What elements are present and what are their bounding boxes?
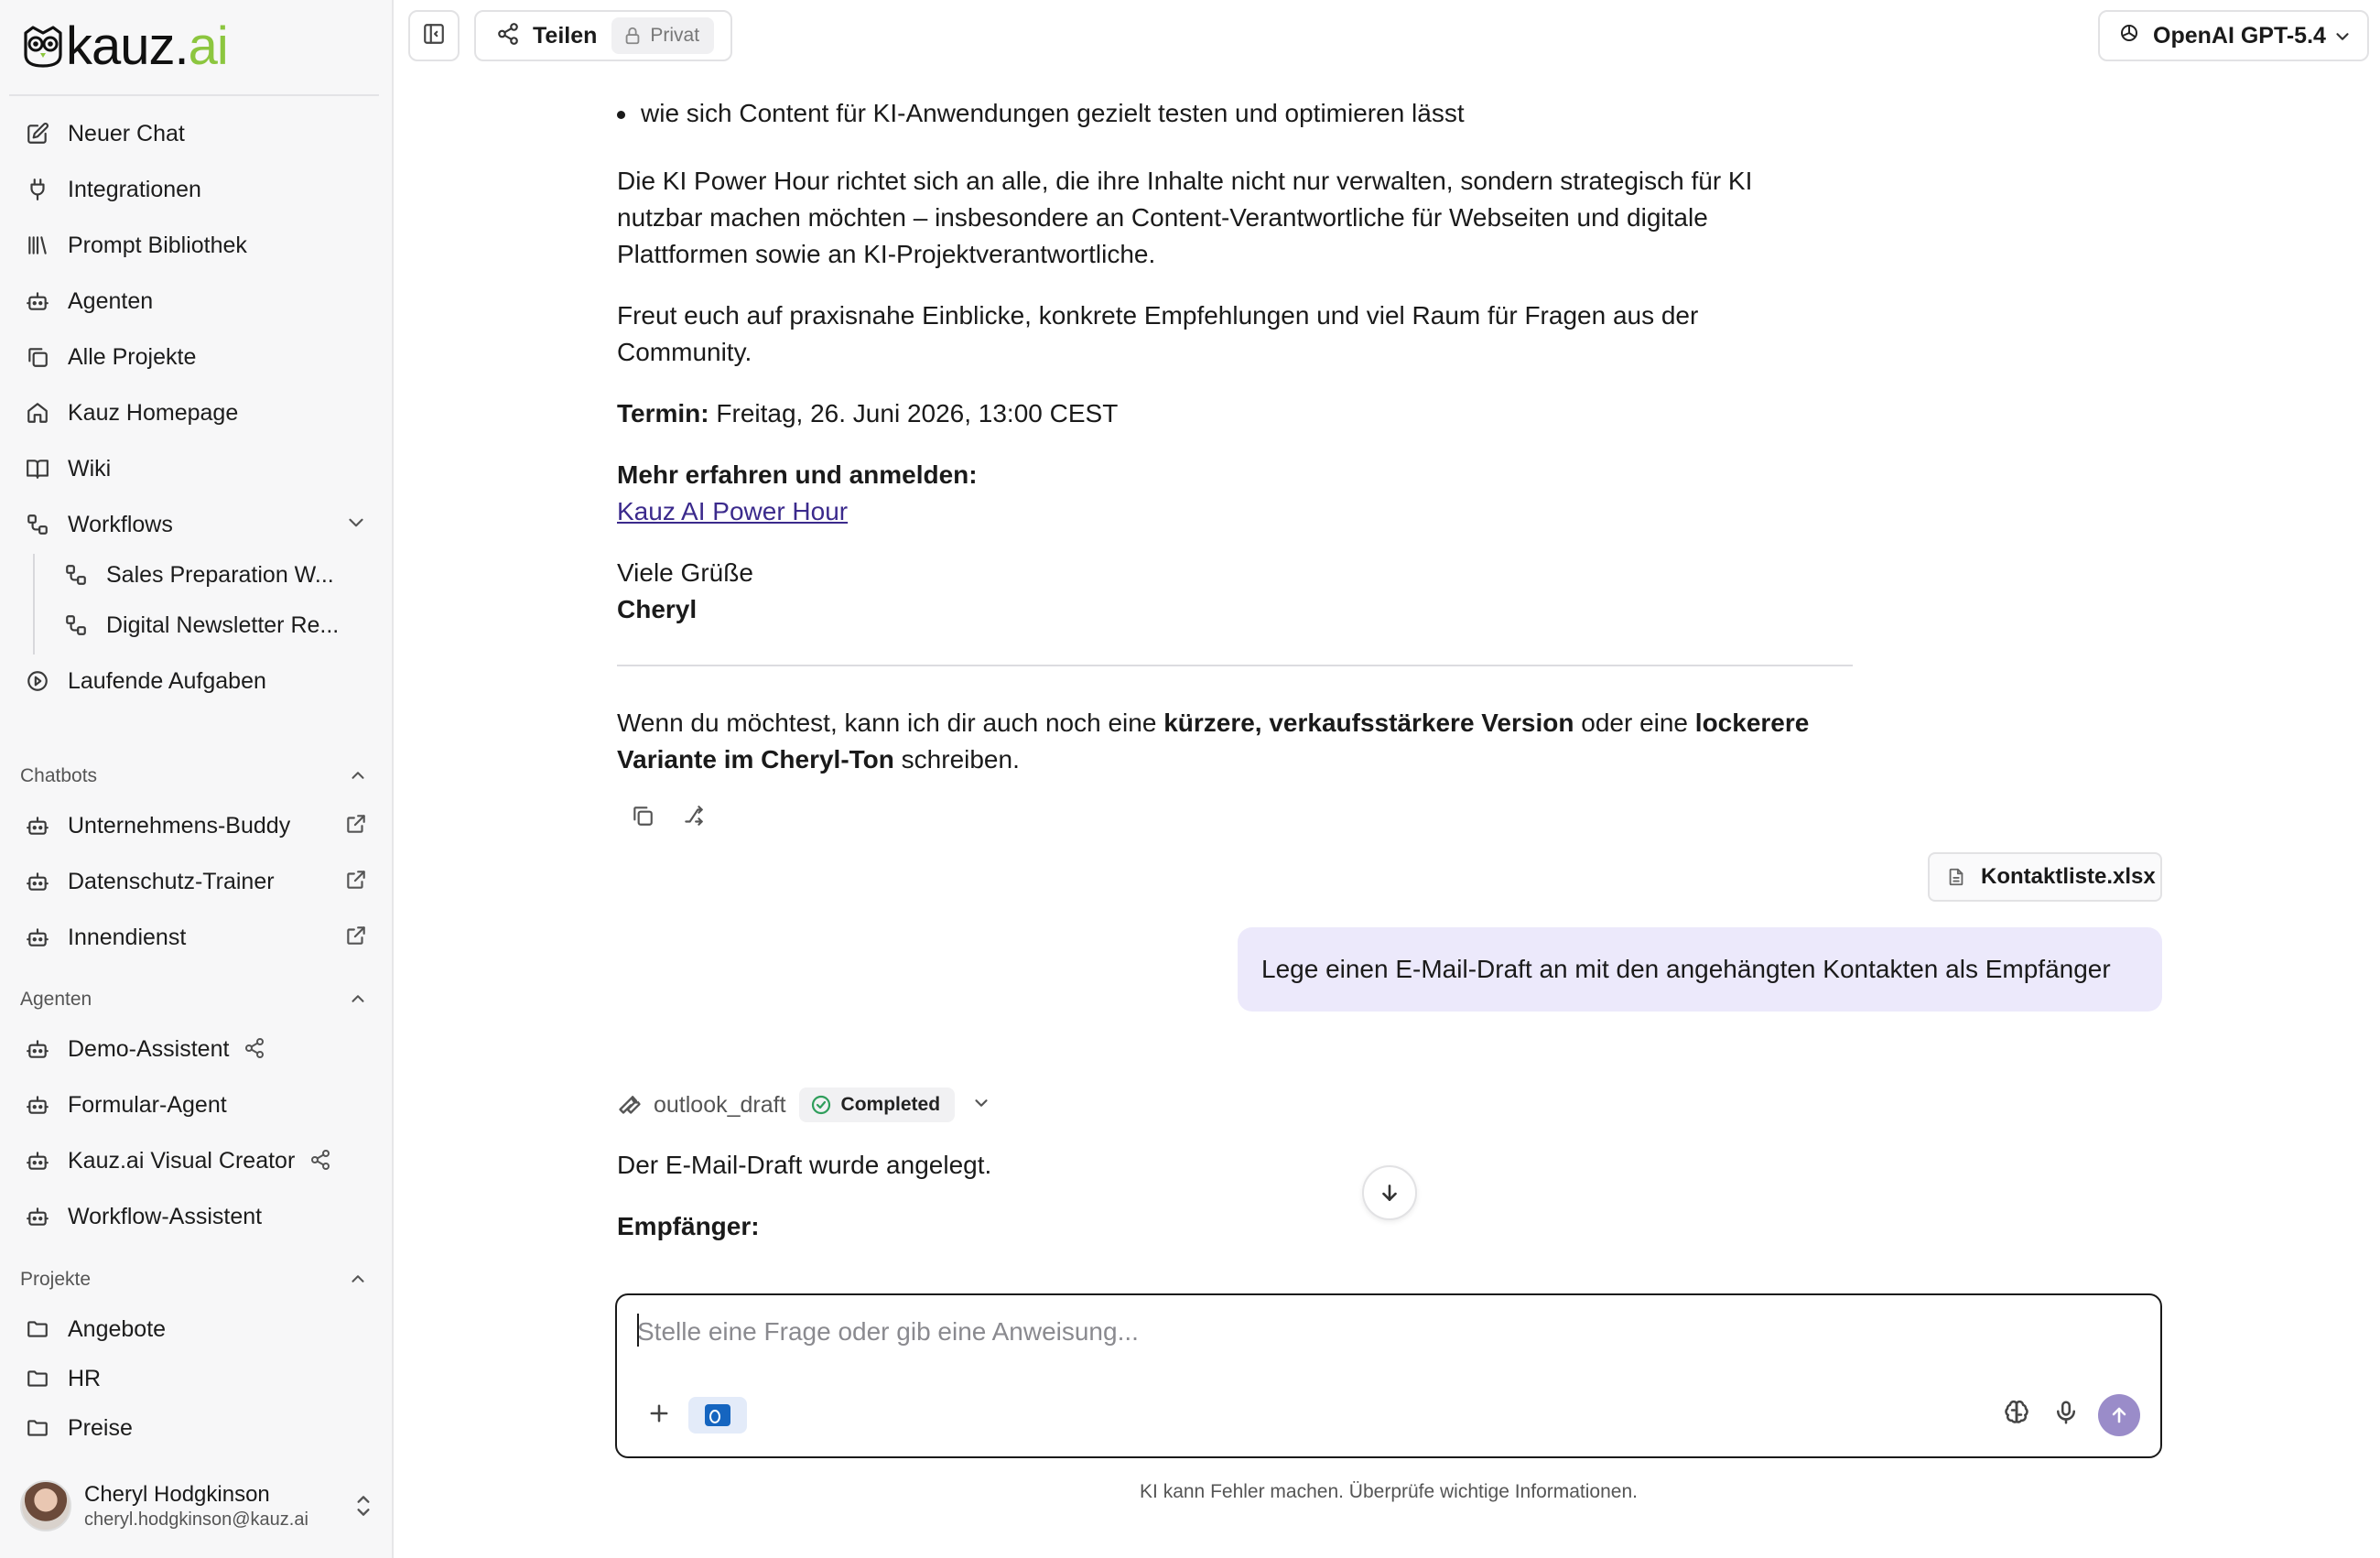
- chatbot-label: Innendienst: [68, 924, 187, 950]
- sidebar-toggle-icon: [422, 22, 446, 50]
- bullet-marker: [617, 111, 625, 119]
- toggle-sidebar-button[interactable]: [408, 10, 460, 61]
- external-link-icon[interactable]: [344, 924, 372, 951]
- divider: [9, 94, 379, 96]
- external-link-icon[interactable]: [344, 812, 372, 839]
- bot-icon: [24, 924, 51, 951]
- expand-tool-button[interactable]: [971, 1093, 991, 1118]
- user-menu[interactable]: [20, 1476, 377, 1536]
- disclaimer: KI kann Fehler machen. Überprüfe wichtige Informationen.: [1140, 1481, 1638, 1502]
- brain-icon: [2003, 1399, 2030, 1426]
- nav-kauz-homepage[interactable]: [9, 389, 384, 437]
- text-line: Freut euch auf praxisnahe Einblicke, konkrete Empfehlungen und viel Raum für Fragen aus der: [617, 301, 1699, 330]
- event-date: [617, 395, 1853, 432]
- chevron-up-icon: [348, 1269, 370, 1291]
- section-chatbots[interactable]: [9, 758, 384, 795]
- nav-running-tasks[interactable]: [9, 657, 384, 705]
- share-icon: [496, 22, 520, 50]
- message-input[interactable]: [637, 1312, 2138, 1352]
- power-hour-link[interactable]: Kauz AI Power Hour: [617, 497, 849, 525]
- text-bold: Variante im Cheryl-Ton: [617, 745, 894, 774]
- nav-prompt-library[interactable]: [9, 222, 384, 269]
- nav-label: Agenten: [68, 287, 154, 314]
- branch-icon: [682, 804, 706, 828]
- user-name: Cheryl Hodgkinson: [84, 1482, 270, 1507]
- chevron-up-icon: [348, 765, 370, 787]
- text-line: Die KI Power Hour richtet sich an alle, die ihre Inhalte nicht nur verwalten, sondern strategisch für KI: [617, 167, 1753, 195]
- add-attachment-button[interactable]: [646, 1401, 676, 1430]
- copy-button[interactable]: [626, 799, 659, 832]
- model-selector[interactable]: [2098, 10, 2369, 61]
- signup-block: [617, 457, 1853, 530]
- paragraph-expectations: [617, 298, 1853, 371]
- text-span: oder eine: [1574, 709, 1695, 737]
- closing: [617, 555, 1853, 628]
- copy-icon: [24, 343, 51, 371]
- tool-call: [617, 1087, 991, 1123]
- workflow-item-digital-newsletter[interactable]: [48, 601, 377, 649]
- scroll-to-bottom-button[interactable]: [1362, 1165, 1417, 1220]
- voice-input-button[interactable]: [2052, 1399, 2083, 1430]
- folder-icon: [24, 1315, 51, 1343]
- section-agents[interactable]: [9, 981, 384, 1018]
- owl-icon: [22, 24, 64, 68]
- divider: [617, 665, 1853, 666]
- workflow-icon: [62, 561, 90, 589]
- message-composer: [615, 1293, 2162, 1458]
- bot-icon: [24, 1203, 51, 1230]
- text-line: nutzbar machen möchten – insbesondere an Content-Verantwortliche für Webseiten und digitale: [617, 203, 1708, 232]
- nav-label: Workflows: [68, 511, 173, 537]
- project-label: Angebote: [68, 1315, 167, 1342]
- user-message-text: Lege einen E-Mail-Draft an mit den angehängten Kontakten als Empfänger: [1261, 955, 2111, 983]
- chatbot-item-unternehmens-buddy[interactable]: [9, 802, 384, 849]
- book-icon: [24, 455, 51, 482]
- reasoning-button[interactable]: [2003, 1399, 2034, 1430]
- edit-icon: [24, 120, 51, 147]
- microphone-icon: [2052, 1399, 2080, 1426]
- share-icon: [243, 1037, 267, 1061]
- nav-wiki[interactable]: [9, 445, 384, 492]
- folder-icon: [24, 1414, 51, 1442]
- status-badge: [799, 1087, 956, 1122]
- plus-icon: [646, 1401, 672, 1426]
- file-icon: [1946, 867, 1966, 887]
- workflow-item-sales-preparation[interactable]: [48, 551, 377, 599]
- plug-icon: [24, 176, 51, 203]
- user-email: cheryl.hodgkinson@kauz.ai: [84, 1509, 308, 1530]
- text-bold: lockerere: [1694, 709, 1810, 737]
- workflow-icon: [62, 611, 90, 639]
- nav-label: Alle Projekte: [68, 343, 197, 370]
- agent-label: Kauz.ai Visual Creator: [68, 1147, 296, 1174]
- bot-icon: [24, 812, 51, 839]
- check-circle-icon: [810, 1094, 832, 1116]
- nav-label: Wiki: [68, 455, 112, 481]
- text-line: Plattformen sowie an KI-Projektverantwortliche.: [617, 240, 1156, 268]
- chevron-down-icon: [971, 1093, 991, 1113]
- user-message: [1238, 927, 2162, 1012]
- share-button[interactable]: [474, 10, 732, 61]
- assistant-reply: [617, 1147, 1441, 1184]
- offer-text: [617, 705, 1853, 778]
- bot-icon: [24, 1147, 51, 1174]
- section-title: Projekte: [20, 1269, 92, 1290]
- text-span: schreiben.: [893, 745, 1020, 774]
- bot-icon: [24, 1035, 51, 1063]
- nav-label: Kauz Homepage: [68, 399, 239, 426]
- play-circle-icon: [24, 667, 51, 695]
- project-item-preise[interactable]: [9, 1404, 384, 1452]
- status-label: Completed: [840, 1094, 941, 1115]
- bot-icon: [24, 868, 51, 895]
- external-link-icon[interactable]: [344, 868, 372, 895]
- chevron-up-icon: [348, 989, 370, 1011]
- share-label: Teilen: [533, 22, 598, 49]
- model-label: OpenAI GPT-5.4: [2153, 22, 2326, 49]
- bot-icon: [24, 287, 51, 315]
- privacy-label: Privat: [650, 25, 700, 46]
- nav-integrations[interactable]: [9, 166, 384, 213]
- text-bold: kürzere, verkaufsstärkere Version: [1163, 709, 1574, 737]
- workflow-label: Digital Newsletter Re...: [106, 611, 340, 638]
- nav-label: Laufende Aufgaben: [68, 667, 266, 694]
- agent-item-visual-creator[interactable]: [9, 1137, 384, 1185]
- chatbot-item-datenschutz-trainer[interactable]: [9, 858, 384, 905]
- agent-label: Formular-Agent: [68, 1091, 227, 1118]
- kauz-logo[interactable]: [22, 16, 228, 75]
- nav-all-projects[interactable]: [9, 333, 384, 381]
- message-actions: [626, 799, 729, 832]
- tree-line: [33, 554, 35, 655]
- send-button[interactable]: [2098, 1394, 2140, 1436]
- attachment-chip[interactable]: [1928, 852, 2162, 902]
- bot-icon: [24, 1091, 51, 1119]
- chatbot-label: Unternehmens-Buddy: [68, 812, 291, 839]
- chevron-down-icon[interactable]: [344, 511, 372, 538]
- reply-text: Der E-Mail-Draft wurde angelegt.: [617, 1151, 992, 1179]
- nav-label: Integrationen: [68, 176, 201, 202]
- chatbot-item-innendienst[interactable]: [9, 914, 384, 961]
- date-value: Freitag, 26. Juni 2026, 13:00 CEST: [709, 399, 1119, 427]
- text-line: Community.: [617, 338, 752, 366]
- folder-icon: [24, 1365, 51, 1392]
- project-label: HR: [68, 1365, 102, 1391]
- section-title: Agenten: [20, 989, 92, 1010]
- nav-label: Neuer Chat: [68, 120, 185, 146]
- agent-item-demo-assistent[interactable]: [9, 1025, 384, 1073]
- nav-label: Prompt Bibliothek: [68, 232, 247, 258]
- chevrons-up-down-icon: [352, 1492, 377, 1521]
- chatbot-label: Datenschutz-Trainer: [68, 868, 275, 894]
- library-icon: [24, 232, 51, 259]
- sidebar: [0, 0, 394, 1558]
- home-icon: [24, 399, 51, 427]
- copy-icon: [631, 804, 654, 828]
- agent-item-formular-agent[interactable]: [9, 1081, 384, 1129]
- greeting: Viele Grüße: [617, 558, 753, 587]
- avatar: [20, 1480, 71, 1531]
- section-title: Chatbots: [20, 765, 98, 786]
- attachment-name: Kontaktliste.xlsx: [1981, 864, 2156, 889]
- branch-button[interactable]: [677, 799, 710, 832]
- bullet-text: wie sich Content für KI-Anwendungen gezielt testen und optimieren lässt: [641, 99, 1465, 127]
- signup-label: Mehr erfahren und anmelden:: [617, 460, 978, 489]
- wrench-icon: [617, 1090, 643, 1120]
- agent-item-workflow-assistent[interactable]: [9, 1193, 384, 1240]
- arrow-up-icon: [2108, 1404, 2130, 1426]
- tool-name: outlook_draft: [654, 1091, 786, 1118]
- project-label: Preise: [68, 1414, 133, 1441]
- project-item-hr[interactable]: [9, 1355, 384, 1402]
- logo-wordmark: kauz.ai: [66, 16, 228, 76]
- workflow-icon: [24, 511, 51, 538]
- arrow-down-icon: [1378, 1181, 1401, 1205]
- section-projects[interactable]: [9, 1261, 384, 1298]
- nav-workflows[interactable]: [9, 501, 384, 548]
- lock-icon: [622, 26, 643, 46]
- text-span: Wenn du möchtest, kann ich dir auch noch eine: [617, 709, 1164, 737]
- share-icon: [309, 1149, 333, 1173]
- project-item-angebote[interactable]: [9, 1305, 384, 1353]
- nav-agents[interactable]: [9, 277, 384, 325]
- workflow-label: Sales Preparation W...: [106, 561, 334, 588]
- paragraph-audience: [617, 163, 1853, 273]
- outlook-integration-button[interactable]: [688, 1397, 747, 1434]
- text-cursor: [637, 1314, 639, 1347]
- recipients-label: Empfänger:: [617, 1212, 760, 1240]
- agent-label: Workflow-Assistent: [68, 1203, 263, 1229]
- outlook-icon: [705, 1404, 730, 1426]
- chevron-down-icon: [2332, 27, 2353, 53]
- date-label: Termin:: [617, 399, 709, 427]
- privacy-badge[interactable]: [611, 17, 714, 54]
- signature: Cheryl: [617, 595, 698, 623]
- agent-label: Demo-Assistent: [68, 1035, 230, 1062]
- nav-new-chat[interactable]: [9, 110, 384, 157]
- openai-icon: [2118, 22, 2153, 50]
